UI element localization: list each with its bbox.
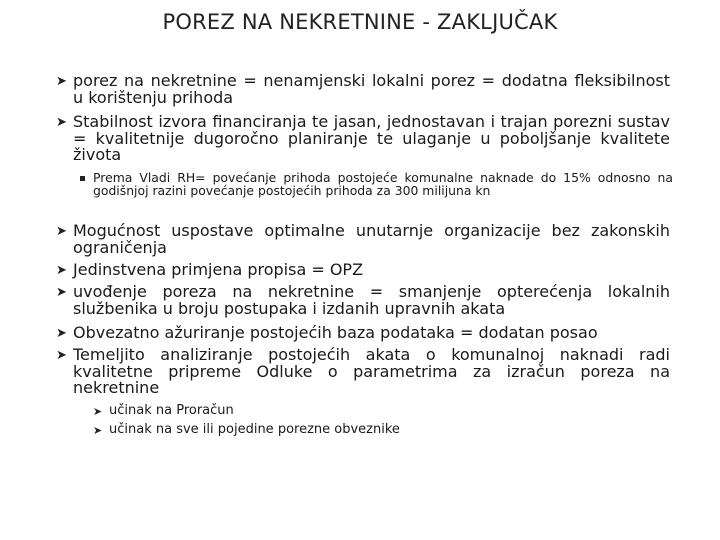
list-item-text: Temeljito analiziranje postojećih akata o komunalnoj naknadi radi kvalitetne pripreme Odluke o parametrima za izračun poreza na nekretnine — [73, 345, 670, 397]
arrowhead-bullet-icon: ➤ — [56, 263, 67, 278]
slide-title: POREZ NA NEKRETNINE - ZAKLJUČAK — [162, 10, 558, 34]
list-item-text: uvođenje poreza na nekretnine = smanjenje opterećenja lokalnih službenika u broju postupaka i izdanih upravnih akata — [73, 282, 670, 318]
arrowhead-bullet-icon: ➤ — [56, 224, 67, 239]
arrowhead-bullet-icon: ➤ — [56, 285, 67, 300]
arrowhead-bullet-icon: ➤ — [93, 405, 103, 418]
list-item-text: Mogućnost uspostave optimalne unutarnje organizacije bez zakonskih ograničenja — [73, 221, 670, 257]
list-item-text: porez na nekretnine = nenamjenski lokalni porez = dodatna fleksibilnost u korištenju prihoda — [73, 71, 670, 107]
list-item-text: učinak na Proračun — [109, 403, 234, 418]
list-item-text: učinak na sve ili pojedine porezne obveznike — [109, 422, 400, 437]
arrowhead-bullet-icon: ➤ — [56, 74, 67, 89]
list-item-text: Obvezatno ažuriranje postojećih baza podataka = dodatan posao — [73, 323, 598, 342]
list-item-text: Prema Vladi RH= povećanje prihoda postojeće komunalne naknade do 15% odnosno na godišnjoj razini povećanje postojećih prihoda za 300 milijuna kn — [93, 170, 673, 198]
arrowhead-bullet-icon: ➤ — [56, 348, 67, 363]
arrowhead-bullet-icon: ➤ — [56, 326, 67, 341]
arrowhead-bullet-icon: ➤ — [93, 424, 103, 437]
list-item-text: Stabilnost izvora financiranja te jasan, jednostavan i trajan porezni sustav = kvalitetnije dugoročno planiranje te ulaganje u poboljšanje kvalitete života — [73, 112, 670, 164]
list-item-text: Jedinstvena primjena propisa = OPZ — [73, 260, 364, 279]
square-bullet-icon — [80, 176, 85, 181]
arrowhead-bullet-icon: ➤ — [56, 115, 67, 130]
